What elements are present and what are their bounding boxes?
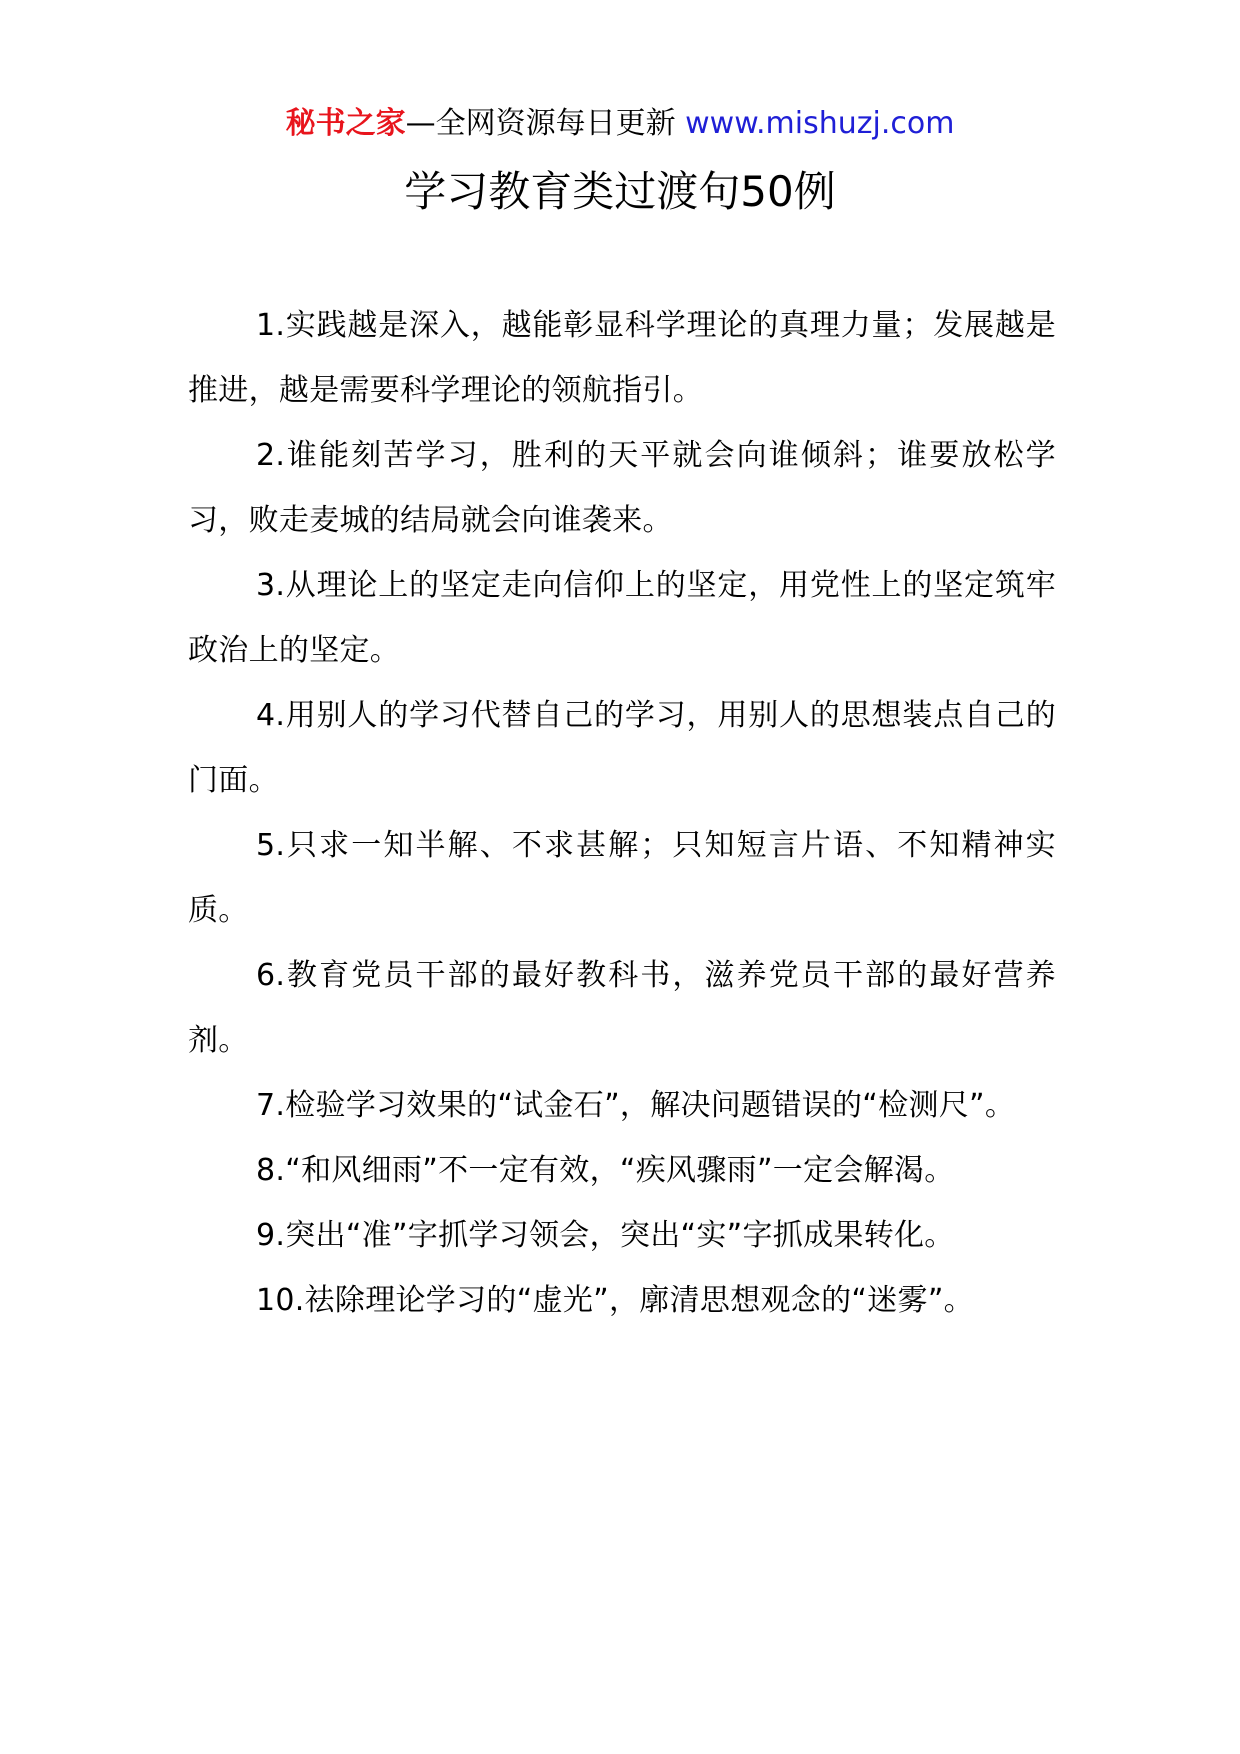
paragraph-5: 5.只求一知半解、不求甚解；只知短言片语、不知精神实质。 (188, 828, 1056, 928)
brand-name: 秘书之家 (285, 106, 406, 141)
paragraph-10: 10.祛除理论学习的“虚光”，廓清思想观念的“迷雾”。 (256, 1283, 974, 1318)
document-title: 学习教育类过渡句50例 (404, 167, 836, 216)
paragraph-1: 1.实践越是深入，越能彰显科学理论的真理力量；发展越是推进，越是需要科学理论的领航指引。 (188, 308, 1056, 408)
header-slogan: —全网资源每日更新 (405, 106, 676, 141)
paragraph-4: 4.用别人的学习代替自己的学习，用别人的思想装点自己的门面。 (188, 698, 1056, 798)
site-url-link[interactable]: www.mishuzj.com (685, 106, 955, 141)
site-header (0, 104, 1240, 144)
paragraph-2: 2.谁能刻苦学习，胜利的天平就会向谁倾斜；谁要放松学习，败走麦城的结局就会向谁袭来。 (188, 438, 1056, 538)
paragraph-3: 3.从理论上的坚定走向信仰上的坚定，用党性上的坚定筑牢政治上的坚定。 (188, 568, 1056, 668)
paragraph-9: 9.突出“准”字抓学习领会，突出“实”字抓成果转化。 (256, 1218, 955, 1253)
document-body (188, 293, 1056, 1333)
paragraph-7: 7.检验学习效果的“试金石”，解决问题错误的“检测尺”。 (256, 1088, 1016, 1123)
paragraph-6: 6.教育党员干部的最好教科书，滋养党员干部的最好营养剂。 (188, 958, 1056, 1058)
paragraph-8: 8.“和风细雨”不一定有效，“疾风骤雨”一定会解渴。 (256, 1153, 955, 1188)
